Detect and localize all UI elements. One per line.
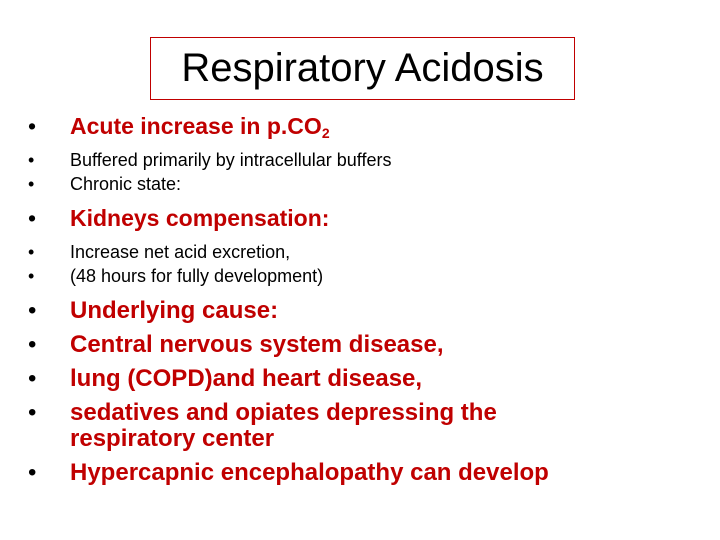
bullet-item [28, 242, 290, 263]
bullet-item [28, 365, 422, 393]
title-box [150, 37, 575, 100]
subscript: 2 [321, 125, 330, 141]
bullet-dot: • [28, 399, 37, 426]
bullet-dot: • [28, 331, 37, 358]
bullet-text: Central nervous system disease, [70, 331, 444, 358]
bullet-dot: • [28, 459, 37, 486]
bullet-item [28, 205, 329, 232]
bullet-text: (48 hours for fully development) [70, 266, 324, 286]
bullet-item [28, 297, 278, 325]
bullet-text: Buffered primarily by intracellular buffers [70, 150, 392, 170]
bullet-item [28, 150, 391, 171]
bullet-text: Kidneys compensation: [70, 205, 330, 231]
bullet-text: sedatives and opiates depressing the [70, 399, 497, 426]
bullet-text: Chronic state: [70, 174, 182, 194]
bullet-text: Hypercapnic encephalopathy can develop [70, 459, 549, 486]
bullet-dot: • [28, 297, 37, 324]
bullet-dot: • [28, 174, 35, 194]
bullet-item [28, 399, 497, 427]
bullet-item [28, 266, 323, 287]
bullet-text: lung (COPD)and heart disease, [70, 365, 423, 392]
slide-title: Respiratory Acidosis [181, 46, 544, 90]
bullet-item [28, 113, 330, 141]
bullet-continuation: respiratory center [70, 425, 275, 452]
bullet-text: Acute increase in $p.CO_2$ [70, 113, 330, 141]
bullet-dot: • [28, 150, 35, 170]
bullet-item [28, 331, 444, 359]
bullet-item [28, 174, 181, 195]
bullet-dot: • [28, 242, 35, 262]
bullet-text: Underlying cause: [70, 297, 279, 324]
bullet-dot: • [28, 113, 37, 139]
bullet-item [28, 459, 549, 487]
bullet-dot: • [28, 205, 37, 231]
bullet-dot: • [28, 365, 37, 392]
bullet-text: Increase net acid excretion, [70, 242, 291, 262]
bullet-dot: • [28, 266, 35, 286]
